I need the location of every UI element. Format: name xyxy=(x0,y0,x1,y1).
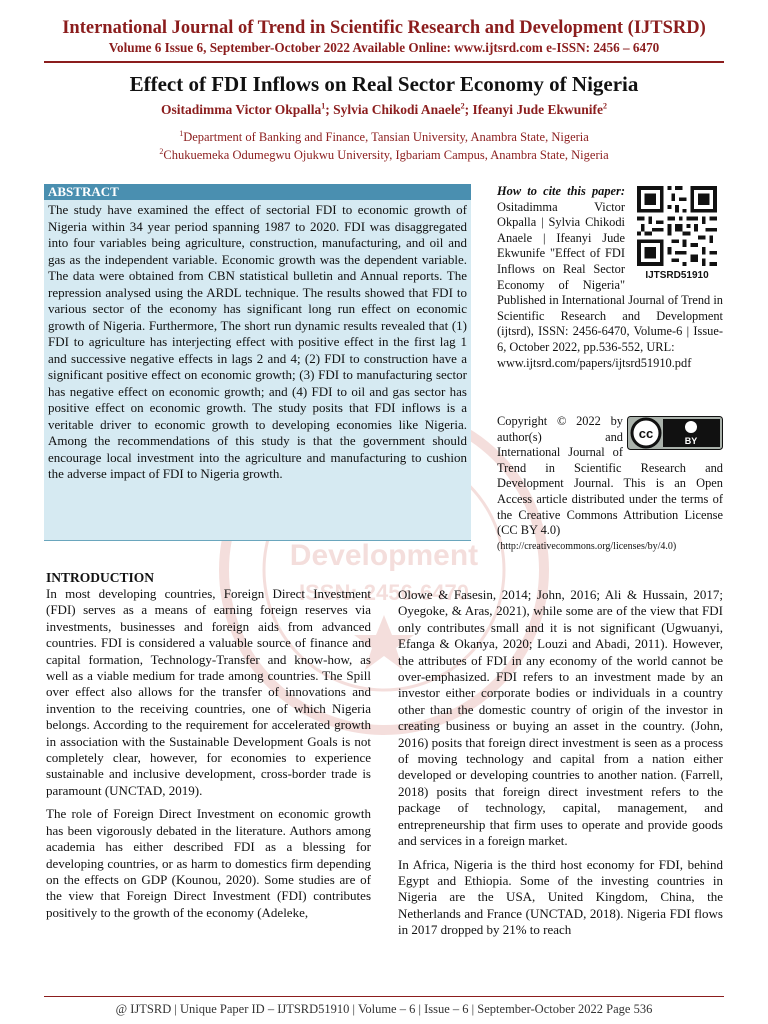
footer-divider xyxy=(44,996,724,997)
affiliation-1-text: Department of Banking and Finance, Tansian University, Anambra State, Nigeria xyxy=(183,130,589,144)
author-list xyxy=(0,102,768,118)
page-footer: @ IJTSRD | Unique Paper ID – IJTSRD51910 | Volume – 6 | Issue – 6 | September-October 2022 Page 536 xyxy=(115,1002,653,1016)
body-column-right xyxy=(398,587,723,946)
qr-label: IJTSRD51910 xyxy=(645,270,709,281)
journal-info: Volume 6 Issue 6, September-October 2022 Available Online: www.ijtsrd.com e-ISSN: 2456 – 6470 xyxy=(108,40,660,55)
cc-badge-cc-text: cc xyxy=(638,426,654,441)
copyright-notice xyxy=(497,414,723,554)
abstract-box xyxy=(44,184,471,541)
paper-title: Effect of FDI Inflows on Real Sector Economy of Nigeria xyxy=(129,72,639,96)
affiliation-1 xyxy=(0,130,768,145)
intro-paragraph-1: In most developing countries, Foreign Direct Investment (FDI) serves as a means of earning foreign reserves via investments, businesses and foreign aids from advanced countries. FDI is considered a valuable source of finance and capital formation, Technology-Transfer and know-how, as well as a viable medium for trade among countries. The Spill over effect also allows for the transfer of innovations and invention to the receiving countries, one of which Nigeria belongs. According to the requirement for accelerated growth in association with the Sustainable Development Goals is not completely clear, however, for economies to experience sustainable and inclusive development, cross-border trade is paramount (UNCTAD, 2019). xyxy=(46,586,371,798)
qr-code-icon xyxy=(634,186,720,266)
copyright-text: Copyright © 2022 by author(s) and International Journal of Trend in Scientific Research and Development Journal. This is an Open Access article distributed under the terms of the Creative Commons Attribution License (CC BY 4.0) xyxy=(497,414,723,538)
journal-title: International Journal of Trend in Scientific Research and Development (IJTSRD) xyxy=(62,18,706,38)
citation-box xyxy=(497,184,723,371)
affiliation-2 xyxy=(0,148,768,163)
intro-paragraph-4: In Africa, Nigeria is the third host economy for FDI, behind Egypt and Ethiopia. Some of the investing countries in Nigeria are the USA, United Kingdom, China, the Netherlands and France (UNCTAD, 2018). Nigeria FDI flows in 2017 dropped by 21% to reach xyxy=(398,856,723,938)
cc-by-license-icon xyxy=(627,416,723,450)
citation-url[interactable]: www.ijtsrd.com/papers/ijtsrd51910.pdf xyxy=(497,355,692,370)
intro-paragraph-2: The role of Foreign Direct Investment on economic growth has been vigorously debated in the literature. Authors among academia has either described FDI as a blessing for developing countries, or as harm to domestics firm depending on the effects on GDP (Kounou, 2020). Some studies are of the view that Foreign Direct Investment (FDI) contributes positively to the growth of the economy (Adeleke, xyxy=(46,806,371,920)
citation-lead: How to cite this paper: xyxy=(497,184,625,198)
header-divider xyxy=(44,61,724,63)
affiliation-2-text: Chukuemeka Odumegwu Ojukwu University, Igbariam Campus, Anambra State, Nigeria xyxy=(163,148,609,162)
author-1-affil-mark: 1 xyxy=(321,101,326,111)
author-2-affil-mark: 2 xyxy=(460,101,465,111)
cc-badge-by-text: BY xyxy=(684,436,698,446)
qr-code-block xyxy=(631,186,723,284)
affiliation-2-mark: 2 xyxy=(159,146,164,156)
watermark-line-1: Development xyxy=(289,539,479,572)
intro-paragraph-3: Olowe & Fasesin, 2014; John, 2016; Ali & Hussain, 2017; Oyegoke, & Aras, 2021), while some are of the view that FDI only contributes small and it is not significant (Ugwuanyi, Efanga & Okanya, 2020; Louzi and Abadi, 2011). However, the attributes of FDI in any economy of the world cannot be over-emphasized. FDI refers to an investment made by an investor either corporate bodies or individuals in a country other than the domestic country of origin of the investor in creating business or buying an asset in the country. (John, 2016) posits that foreign direct investment is seen as a process of moving technology and capital from a nation either developed or developing countries to another nation. (Farrell, 2018) posits that foreign direct investment refers to the package of technology, capital, management, and entrepreneurship that firm uses to operate and provide goods and services in a foreign market. xyxy=(398,587,723,849)
introduction-heading: INTRODUCTION xyxy=(46,570,155,585)
affiliation-1-mark: 1 xyxy=(179,128,184,138)
abstract-text: The study have examined the effect of sectorial FDI to economic growth of Nigeria within 34 year period spanning 1987 to 2020. FDI was disaggregated into four variables being agriculture, construction, manufacturing, and oil and gas as the independent variable. Economic growth was the dependent variable. The data were obtained from CBN statistical bulletin and Annual reports. The repression analysed using the ARDL technique. The results showed that FDI to various sector of the economy has significant long run effect on economic growth of Nigeria. Furthermore, The short run dynamic results revealed that (1) FDI to agriculture has interjecting effect with positive effect in the first lag 1 and successive negative effects in lags 2 and 4; (2) FDI to construction have a significant positive effect on economic growth; (3) FDI to manufacturing sector has negative effect on economic growth; and (4) FDI to oil and gas sector has positive effect on economic growth. The study posits that FDI inflows is a veritable driver to economic growth to developing economies like Nigeria. Among the recommendations of this study is that the government should encourage local investment into the agriculture and manufacturing to cushion the adverse impact of FDI to Nigeria growth. xyxy=(48,202,467,481)
license-url[interactable]: (http://creativecommons.org/licenses/by/4.0) xyxy=(497,540,677,552)
citation-body: Ositadimma Victor Okpalla | Sylvia Chikodi Anaele | Ifeanyi Jude Ekwunife "Effect of FDI Inflows on Real Sector Economy of Nigeria" Published in International Journal of Trend in Scientific Research and Development (ijtsrd), ISSN: 2456-6470, Volume-6 | Issue-6, October 2022, pp.536-552, URL: xyxy=(497,199,723,354)
author-3-affil-mark: 2 xyxy=(603,101,608,111)
author-3: ; Ifeanyi Jude Ekwunife xyxy=(464,102,604,117)
author-2: ; Sylvia Chikodi Anaele xyxy=(325,102,461,117)
author-1: Ositadimma Victor Okpalla xyxy=(160,102,322,117)
watermark-line-2: ISSN: 2456-6470 xyxy=(299,580,469,605)
body-column-left xyxy=(46,570,371,928)
abstract-heading: ABSTRACT xyxy=(44,184,471,200)
